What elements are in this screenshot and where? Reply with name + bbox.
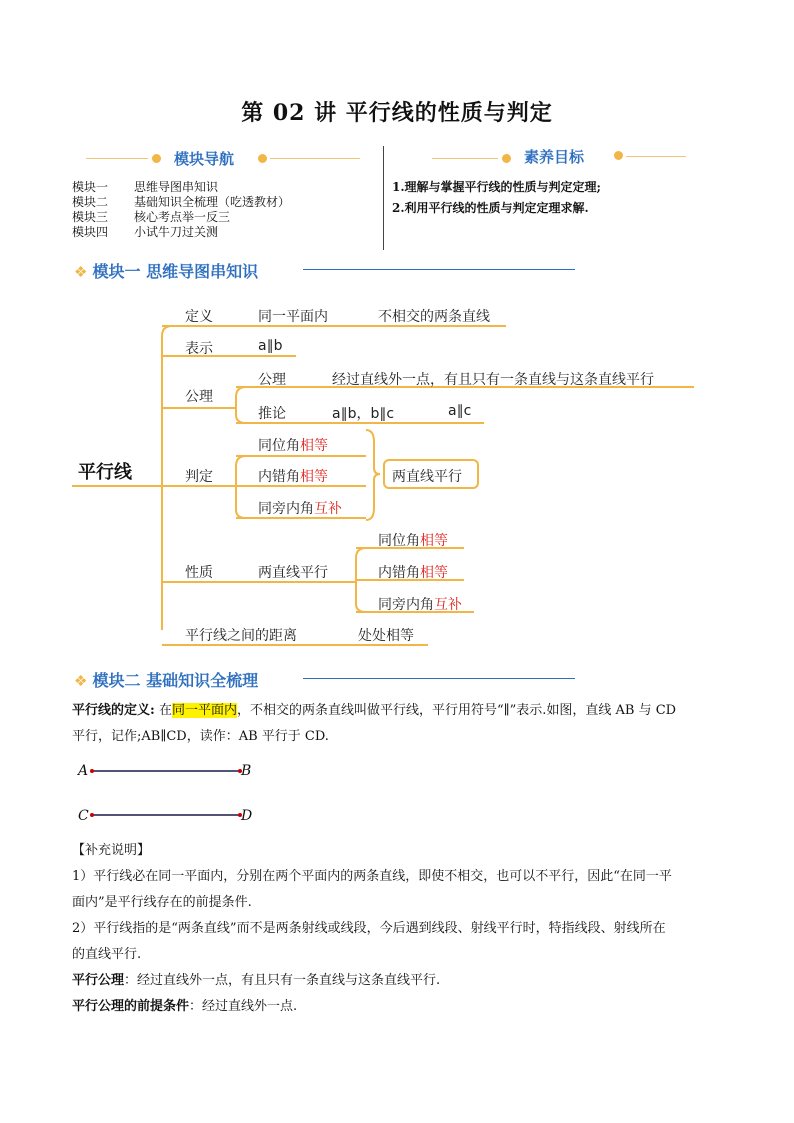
nav-item[interactable]: 模块四 小试牛刀过关测 <box>72 225 219 239</box>
mindmap-axiom-sub2-a: a∥b，b∥c <box>332 406 395 422</box>
mindmap-axiom-label: 公理 <box>185 389 213 405</box>
nav-item[interactable]: 模块一 思维导图串知识 <box>72 180 219 194</box>
precondition-term: 平行公理的前提条件 <box>72 999 190 1014</box>
mindmap-def-label: 定义 <box>185 309 213 325</box>
nav-item[interactable]: 模块三 核心考点举一反三 <box>72 210 231 224</box>
axiom-bracket <box>236 387 246 423</box>
mindmap-prop-1: 同位角相等 <box>378 533 448 549</box>
parallel-lines-figure <box>70 760 270 830</box>
nav-heading: 模块导航 <box>174 150 235 168</box>
module2-title: 模块二 基础知识全梳理 <box>92 671 259 690</box>
mindmap-dist-label: 平行线之间的距离 <box>185 628 297 644</box>
goals-heading-line-left <box>432 158 498 159</box>
mindmap-def-a: 同一平面内 <box>258 309 328 325</box>
mindmap-prop-label: 性质 <box>185 565 213 581</box>
column-divider <box>383 146 384 250</box>
diamond-icon: ❖ <box>74 263 88 281</box>
mindmap-judge-2: 内错角相等 <box>258 469 328 485</box>
module2-underline <box>303 678 575 679</box>
mindmap-def-b: 不相交的两条直线 <box>378 309 490 325</box>
mindmap-axiom-sub1-text: 经过直线外一点，有且只有一条直线与这条直线平行 <box>332 372 654 388</box>
diamond-icon: ❖ <box>74 672 88 690</box>
module1-underline <box>303 269 575 270</box>
label-c: C <box>78 808 89 824</box>
mindmap-rep-label: 表示 <box>185 341 213 357</box>
mindmap-axiom-sub2: 推论 <box>258 406 286 422</box>
nav-item[interactable]: 模块二 基础知识全梳理（吃透教材） <box>72 195 291 209</box>
label-d: D <box>241 808 253 824</box>
goals-dot-right <box>614 151 623 160</box>
axiom-term: 平行公理 <box>72 973 125 988</box>
definition-term: 平行线的定义: <box>72 703 155 718</box>
goals-list <box>392 177 601 219</box>
mindmap-rep-val: a∥b <box>258 338 283 354</box>
mindmap-judge-label: 判定 <box>185 469 213 485</box>
definition-paragraph: 平行线的定义: 在同一平面内，不相交的两条直线叫做平行线，平行用符号“∥”表示.如图，直线 AB 与 CD 平行，记作;AB∥CD，读作：AB 平行于 CD. <box>72 703 677 744</box>
mindmap-dist-val: 处处相等 <box>358 628 414 644</box>
highlight-text: 同一平面内 <box>171 703 237 718</box>
point-c <box>90 813 94 817</box>
nav-dot-left <box>152 154 161 163</box>
mindmap-root: 平行线 <box>78 462 132 483</box>
module1-title: 模块一 思维导图串知识 <box>92 262 259 281</box>
nav-dot-right <box>258 154 267 163</box>
goals-heading: 素养目标 <box>524 148 585 166</box>
mindmap-prop-2: 内错角相等 <box>378 565 448 581</box>
module1-heading <box>74 259 258 282</box>
mindmap-axiom-sub2-b: a∥c <box>448 403 472 419</box>
label-a: A <box>78 763 89 779</box>
judge-brace <box>366 430 380 520</box>
mindmap-prop-3: 同旁内角互补 <box>378 597 462 613</box>
mindmap-judge-3: 同旁内角互补 <box>258 501 342 517</box>
nav-heading-line-left <box>86 158 148 159</box>
goals-heading-line-right <box>626 156 686 157</box>
goals-dot-left <box>502 154 511 163</box>
nav-heading-line-right <box>270 158 360 159</box>
label-b: B <box>241 763 252 779</box>
supplementary-notes: 【补充说明】 1）平行线必在同一平面内，分别在两个平面内的两条直线，即使不相交，也可以不平行，因此“在同一平 面内”是平行线存在的前提条件. 2）平行线指的是“两条直线”而不是两条射线或线段，今后遇到线段、射线平行时，特指线段、射线所在 的直线平行. 平行公理：经过直线外一点，有且只有一条直线与这条直线平行. 平行公理的前提条件：经过直线外一点. <box>72 838 724 1020</box>
mindmap-prop-cond: 两直线平行 <box>258 565 328 581</box>
page-title: 第 02 讲 平行线的性质与判定 <box>241 100 553 126</box>
goal-item: 1.理解与掌握平行线的性质与判定定理; <box>392 180 601 194</box>
point-a <box>90 769 94 773</box>
mindmap-judge-result: 两直线平行 <box>392 469 462 485</box>
module2-heading <box>74 668 258 691</box>
supplementary-title: 【补充说明】 <box>72 843 151 858</box>
trunk <box>162 326 172 630</box>
goal-item: 2.利用平行线的性质与判定定理求解. <box>392 201 589 215</box>
mindmap-judge-1: 同位角相等 <box>258 438 328 454</box>
mindmap-axiom-sub1: 公理 <box>258 372 286 388</box>
nav-list <box>72 180 290 240</box>
